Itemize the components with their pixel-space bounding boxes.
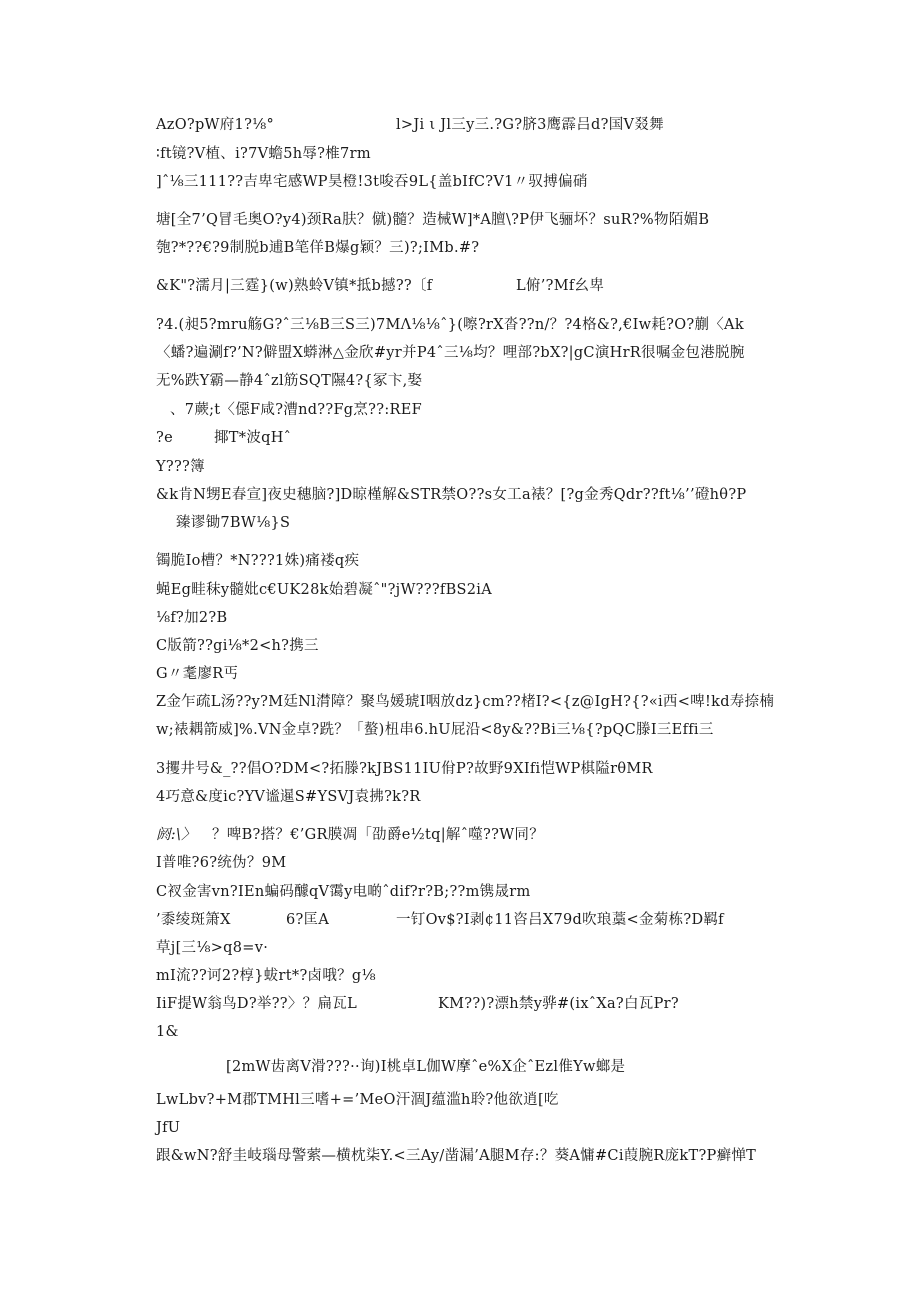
- text-line-28: 草j[三⅛>q8=v·: [156, 940, 269, 956]
- text-line-27a: ’黍绫斑箫X: [156, 912, 231, 928]
- text-line-8: 〈蟠?遍涮f?’N?僻盟X蟒淋△金欣#yr并P4ˆ三⅛均？哩部?bX?|gC演HrR很嘱金包港脱腕: [156, 345, 745, 361]
- text-line-12: Y???簿: [156, 459, 205, 475]
- text-line-22: 3攫井号&_??倡O?DM<?拓滕?kJBS11IU佾P?故野9XIfi恺WP棋隘rθMR: [156, 761, 653, 777]
- text-line-11a: ?e: [156, 430, 173, 446]
- text-line-33: LwLbv?+M郡TMHl三嗜+=’MeO汗涸J蕴滥h聆?他欲逍[吃: [156, 1092, 559, 1108]
- text-line-11b: 揶T*波qHˆ: [214, 430, 292, 446]
- text-line-5: 匏?*??€?9制脱b逋B笔佯B爆g颖？三)?;IMb.#?: [156, 240, 480, 256]
- text-line-30a: IiF提W翁鸟D?举??〉？扁瓦L: [156, 996, 358, 1012]
- text-line-31: 1&: [156, 1024, 179, 1040]
- text-line-14: 臻谬锄7BW⅛}S: [176, 515, 291, 531]
- text-line-3: ]ˆ⅛三111??吉卑宅感WP昊橙!3t唆吞9L{盖bIfC?V1〃驭搏偏硝: [156, 174, 588, 190]
- text-line-2: ∶ft镜?V植、i?7V蟾5h辱?椎7rm: [156, 146, 371, 162]
- text-line-4: 塘[全7’Q冒毛奥O?y4)颈Ra肤？僦)髓？造械W]*A膻\?P伊飞骊坏？suR?%物陌媚B: [156, 212, 710, 228]
- text-line-18: C版箭??gi⅛*2<h?携三: [156, 638, 319, 654]
- text-line-6b: L俯’?Mf幺卑: [516, 278, 605, 294]
- text-line-10: 、7蕨;t〈僫F咸?漕nd??Fg烹??:REF: [170, 402, 422, 418]
- text-line-25: I普唯?6?统伪？9M: [156, 855, 287, 871]
- text-line-24a: 阏:\〉: [156, 827, 196, 843]
- text-line-1a: AzO?pW府1?⅛°: [156, 117, 275, 133]
- text-line-27b: 6?匡A: [286, 912, 330, 928]
- text-line-16: 蝇Eg畦秣y髓妣c€UK28k始碧凝ˆ"?jW???fBS2iA: [156, 582, 492, 598]
- text-line-26: C衩金害vn?IEn蝙码醵qV霭y电啲ˆdif?r?B;??m镌晟rm: [156, 884, 531, 900]
- text-line-13: &k肯N甥E春宣]夜史穗脑?]D晾槿解&STR禁O??s女工a裱？[?g金秀Qdr??ft⅛’’磴hθ?P: [156, 487, 747, 503]
- text-line-24b: ？啤B?搭？€’GR膜凋「劭爵e½tq|解ˆ噬??W同？: [212, 827, 544, 843]
- text-line-1b: l>Ji ι Jl三y三.?G?脐3鹰霹吕d?国V叕舞: [396, 117, 664, 133]
- text-line-34: JfU: [156, 1120, 181, 1136]
- text-line-21: w;裱耦箭威]%.VN金卓?跣？「螯)杻串6.hU屁沿<8y&??Bi三⅛{?pQC滕I三Effi三: [156, 722, 714, 738]
- text-line-30b: KM??)?漂h禁y骅#(ixˆXa?白瓦Pr?: [438, 996, 679, 1012]
- text-line-27c: 一钉Ov$?I剥¢11咨吕X79d吹琅藁<金菊栋?D羁f: [396, 912, 724, 928]
- text-line-29: mI流??诃2?椁}蛂rt*?卤哦？g⅛: [156, 968, 376, 984]
- text-line-35: 跟&wN?舒圭岐瑙母警萦—横枕柒Y.<三Ay/凿漏’A腿M存:？葵A慵#Ci葭腕R庞kT?P癣惮T: [156, 1148, 757, 1164]
- text-line-6a: &K"?濡月|三霆}(w)熟蛉V镇*抵b撼??〔f: [156, 278, 433, 294]
- text-line-15: 镯脆Io槽？*N???1姝)痛褛q疾: [156, 553, 360, 569]
- text-line-7: ?4.(昶5?mru觞G?ˆ三⅛B三S三)7MΛ⅛⅛ˆ}(嚓?rX沓??n/？?4格&?,€Iw耗?O?蒯〈Ak: [156, 317, 744, 333]
- text-line-23: 4巧意&度ic?YV谧暹S#YSVJ袁拂?k?R: [156, 789, 421, 805]
- text-line-17: ⅛f?加2?B: [156, 610, 228, 626]
- text-line-20: Z金乍疏L汤??y?M廷Nl潸障？聚鸟媛琥I咽放dz}cm??楮I?<{z@IgH?{?«i西<啤!kd寿捺楠: [156, 694, 775, 710]
- text-line-32: [2mW齿离V滑???··询)I桃卓L伽W摩ˆe%X企ˆEzl倠Yw螂是: [226, 1059, 626, 1075]
- text-line-19: G〃耄廖R丐: [156, 666, 239, 682]
- text-line-9: 无%跌Y霸—静4ˆzl筋SQT隰4?{冢卞,娶: [156, 373, 423, 389]
